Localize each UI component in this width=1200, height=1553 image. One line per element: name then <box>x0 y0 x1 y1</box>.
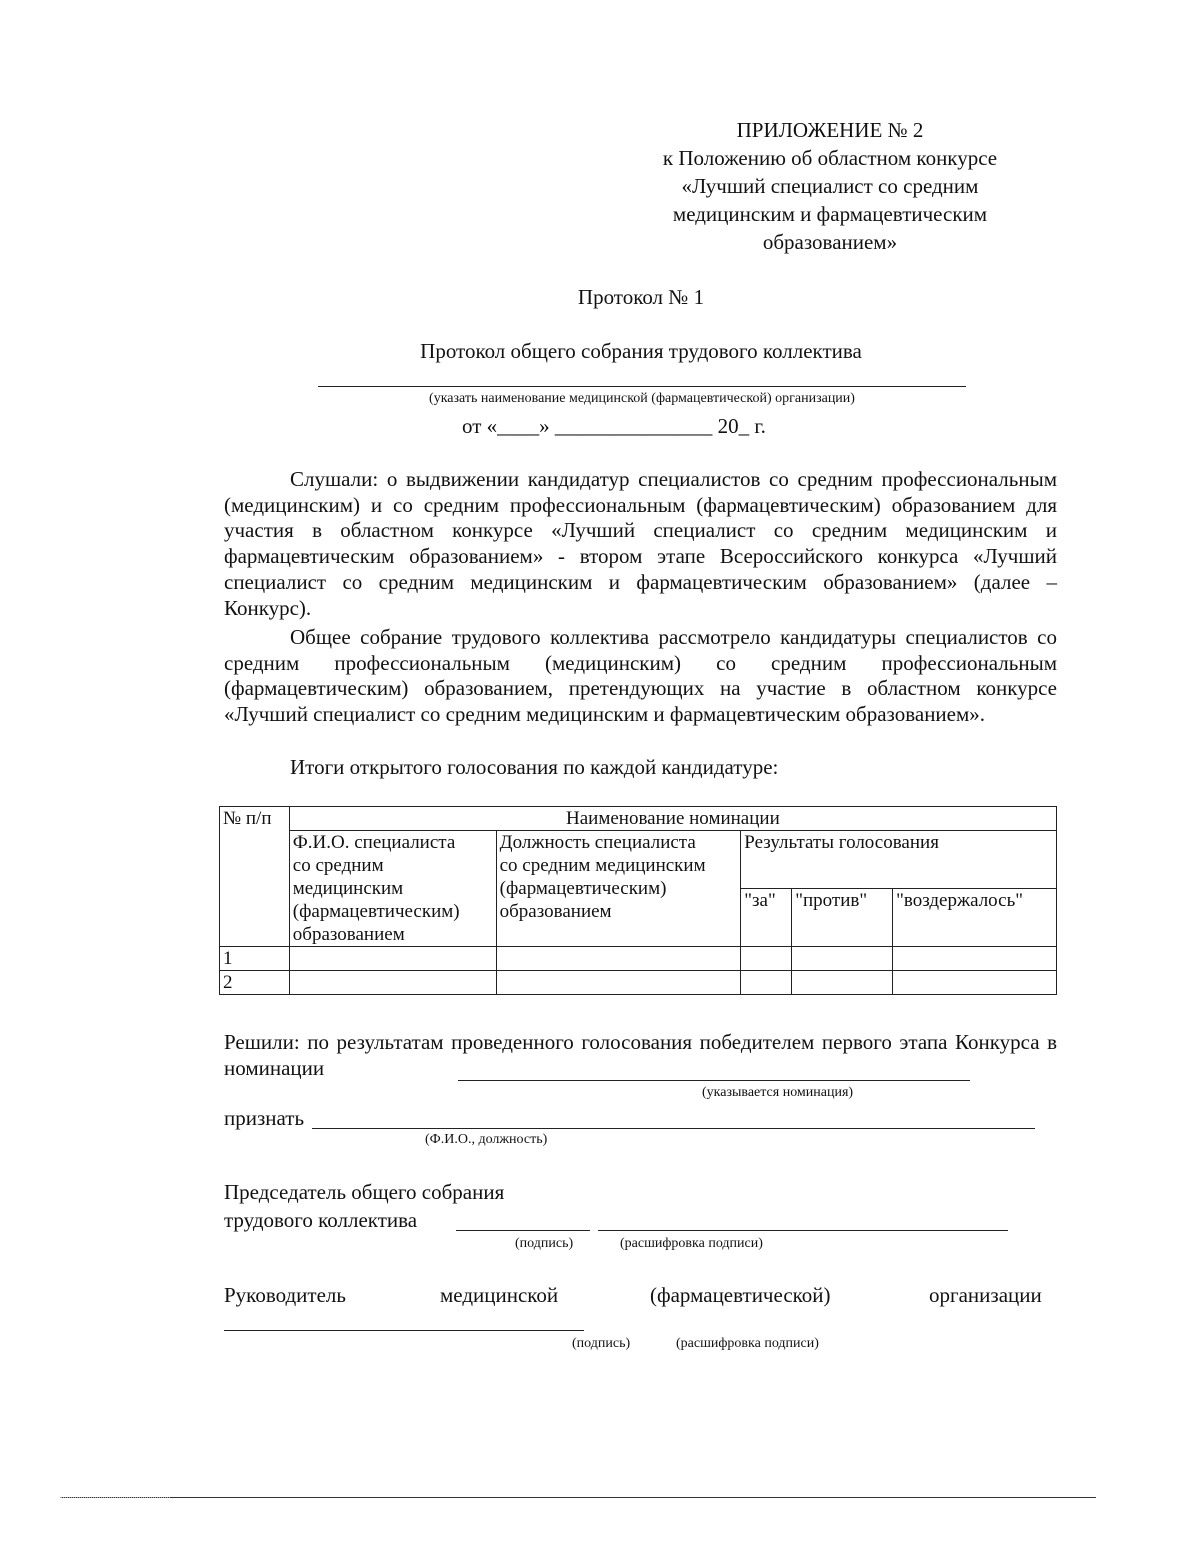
protocol-number: Протокол № 1 <box>577 285 705 309</box>
cell-fio <box>289 947 496 971</box>
chair-decoding-hint: (расшифровка подписи) <box>620 1236 763 1251</box>
cell-position <box>496 971 741 995</box>
head-word: (фармацевтической) <box>650 1283 831 1307</box>
table-row <box>220 971 1057 995</box>
date-line: от «____» _______________ 20_ г. <box>462 414 766 438</box>
appendix-header <box>630 116 1030 256</box>
col-position-line: (фармацевтическим) <box>499 878 667 899</box>
winner-line <box>312 1128 1035 1129</box>
fio-hint: (Ф.И.О., должность) <box>425 1132 548 1147</box>
col-position-header <box>496 831 741 947</box>
head-signature-hint: (подпись) <box>572 1336 631 1351</box>
head-decoding-hint: (расшифровка подписи) <box>676 1336 819 1351</box>
col-position-line: образованием <box>499 901 612 922</box>
cell-position <box>496 947 741 971</box>
head-word: медицинской <box>440 1283 559 1307</box>
voting-table <box>219 806 1057 995</box>
org-hint: (указать наименование медицинской (фармацевтической) организации) <box>429 391 855 406</box>
appendix-line: образованием» <box>762 230 898 254</box>
head-signature-line <box>224 1330 584 1331</box>
paragraph-results: Итоги открытого голосования по каждой кандидатуре: <box>290 755 779 779</box>
nomination-line <box>458 1080 970 1081</box>
vote-abstain-header: "воздержалось" <box>893 889 1057 947</box>
vote-for-header: "за" <box>741 889 792 947</box>
page-bottom-rule <box>60 1497 1096 1498</box>
recognize-label: признать <box>224 1106 305 1130</box>
appendix-line: «Лучший специалист со средним <box>681 174 979 198</box>
cell-against <box>792 947 893 971</box>
chair-line1: Председатель общего собрания <box>224 1180 505 1204</box>
cell-fio <box>289 971 496 995</box>
col-fio-line: (фармацевтическим) <box>292 901 460 922</box>
paragraph-meeting: Общее собрание трудового коллектива рассмотрело кандидатуры специалистов со средним профессиональным (медицинским) со средним профессиональным (фармацевтическим) образованием, претендующих на участие в областном конкурсе «Лучший специалист со средним медицинским и фармацевтическим образованием». <box>224 625 1057 727</box>
col-position-line: со средним медицинским <box>499 855 706 876</box>
nomination-header: Наименование номинации <box>289 807 1056 831</box>
row-number: 1 <box>220 947 290 971</box>
col-number-header: № п/п <box>220 807 290 947</box>
cell-abstain <box>893 971 1057 995</box>
paragraph-heard: Слушали: о выдвижении кандидатур специалистов со средним профессиональным (медицинским) и со средним профессиональным (фармацевтическим) образованием для участия в областном конкурсе «Лучший специалист со средним медицинским и фармацевтическим образованием» - втором этапе Всероссийского конкурса «Лучший специалист со средним медицинским и фармацевтическим образованием» (далее – Конкурс). <box>224 467 1057 620</box>
page-bottom-rule-dots <box>60 1497 170 1498</box>
col-position-line: Должность специалиста <box>499 832 696 853</box>
nomination-hint: (указывается номинация) <box>702 1085 854 1100</box>
cell-for <box>741 971 792 995</box>
appendix-line: медицинским и фармацевтическим <box>672 202 988 226</box>
col-fio-line: со средним <box>292 855 384 876</box>
col-fio-line: Ф.И.О. специалиста <box>292 832 456 853</box>
chair-decoding-line <box>598 1230 1008 1231</box>
cell-for <box>741 947 792 971</box>
chair-line2: трудового коллектива <box>224 1208 418 1232</box>
col-fio-header <box>289 831 496 947</box>
col-fio-line: медицинским <box>292 878 404 899</box>
head-word: Руководитель <box>224 1283 346 1307</box>
results-header: Результаты голосования <box>741 831 1057 889</box>
head-word: организации <box>929 1283 1042 1307</box>
vote-against-header: "против" <box>792 889 893 947</box>
chair-signature-hint: (подпись) <box>515 1236 574 1251</box>
appendix-title: ПРИЛОЖЕНИЕ № 2 <box>736 118 924 142</box>
cell-against <box>792 971 893 995</box>
appendix-line: к Положению об областном конкурсе <box>662 146 998 170</box>
org-name-line <box>318 386 966 387</box>
cell-abstain <box>893 947 1057 971</box>
table-header-row <box>220 807 1057 831</box>
row-number: 2 <box>220 971 290 995</box>
col-fio-line: образованием <box>292 924 405 945</box>
decision-text: Решили: по результатам проведенного голосования победителем первого этапа Конкурса в номинации <box>224 1030 1057 1080</box>
table-row <box>220 947 1057 971</box>
table-header-row <box>220 831 1057 889</box>
chair-signature-line <box>456 1230 590 1231</box>
protocol-title: Протокол общего собрания трудового коллектива <box>420 339 862 363</box>
